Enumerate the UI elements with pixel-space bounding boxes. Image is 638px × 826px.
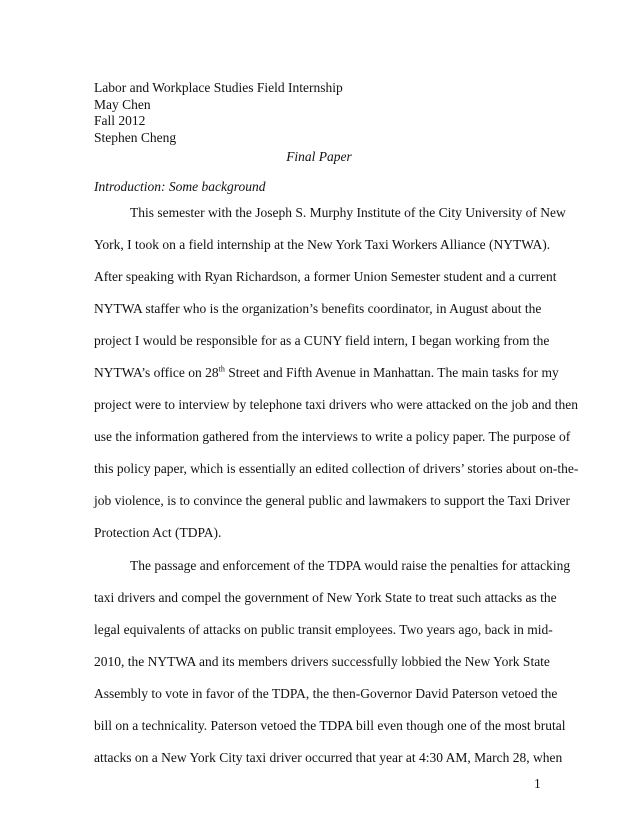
text-line: After speaking with Ryan Richardson, a former Union Semester student and a current [94, 269, 557, 285]
page-number: 1 [534, 776, 541, 791]
section-heading: Introduction: Some background [94, 179, 266, 194]
body-text [94, 204, 579, 781]
text-segment: NYTWA’s office on 28 [94, 365, 219, 381]
text-line: this policy paper, which is essentially an edited collection of drivers’ stories about on-the- [94, 461, 579, 477]
text-line: This semester with the Joseph S. Murphy Institute of the City University of New [130, 205, 566, 220]
term: Fall 2012 [94, 113, 146, 128]
header-block [94, 80, 343, 146]
superscript: th [218, 364, 225, 374]
author-name: Stephen Cheng [94, 129, 177, 145]
text-line: 2010, the NYTWA and its members drivers successfully lobbied the New York State [94, 653, 550, 669]
text-line: use the information gathered from the interviews to write a policy paper. The purpose of [94, 429, 571, 445]
text-line: job violence, is to convince the general public and lawmakers to support the Taxi Driver [94, 493, 571, 509]
text-line: legal equivalents of attacks on public transit employees. Two years ago, back in mid- [94, 621, 553, 637]
text-line: taxi drivers and compel the government of New York State to treat such attacks as the [94, 589, 557, 605]
text-line: bill on a technicality. Paterson vetoed the TDPA bill even though one of the most brutal [94, 717, 566, 733]
text-segment: Street and Fifth Avenue in Manhattan. The main tasks for my [224, 365, 559, 381]
text-line: project I would be responsible for as a CUNY field intern, I began working from the [94, 333, 550, 349]
text-line: York, I took on a field internship at the New York Taxi Workers Alliance (NYTWA). [94, 237, 551, 253]
course-name: Labor and Workplace Studies Field Internship [94, 80, 343, 95]
text-line: project were to interview by telephone taxi drivers who were attacked on the job and then [94, 397, 578, 413]
text-line: NYTWA staffer who is the organization’s benefits coordinator, in August about the [94, 301, 542, 317]
instructor-name: May Chen [94, 96, 151, 112]
text-line: attacks on a New York City taxi driver occurred that year at 4:30 AM, March 28, when [94, 749, 563, 765]
text-line: Assembly to vote in favor of the TDPA, the then-Governor David Paterson vetoed the [94, 685, 558, 701]
paper-title: Final Paper [286, 149, 352, 164]
text-line: The passage and enforcement of the TDPA would raise the penalties for attacking [130, 557, 571, 573]
text-line [94, 364, 559, 396]
text-line: Protection Act (TDPA). [94, 525, 222, 541]
